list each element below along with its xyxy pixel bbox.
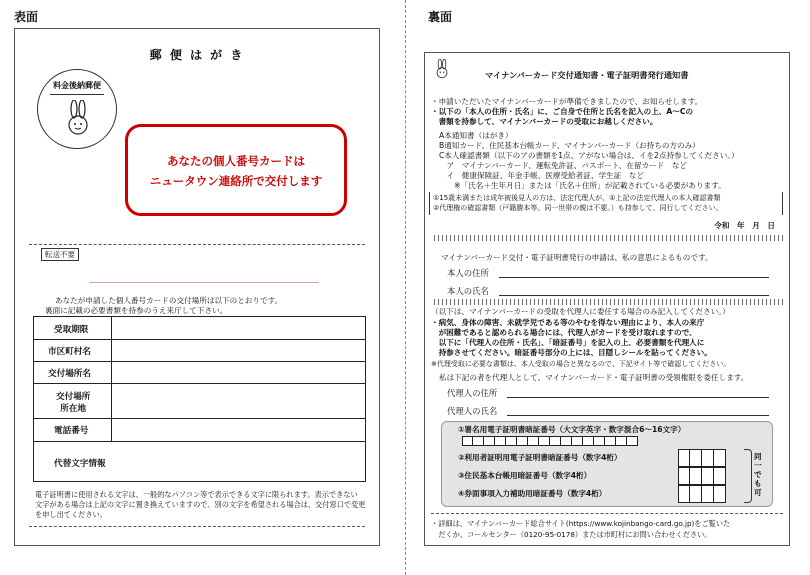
proxy-line-5: 持参させてください。暗証番号部分の上には、目隠しシールを貼ってください。 [431,348,712,357]
notice-line-1: あなたの個人番号カードは [167,154,305,168]
address-dash-divider [29,244,365,245]
front-side-label: 表面 [14,10,39,24]
pickup-info-table [33,316,366,482]
same-bracket [744,449,752,503]
back-line-3: 書類を持参して、マイナンバーカードの受取にお越しください。 [431,117,658,126]
back-line-2: ・以下の「本人の住所・氏名」に、ご自身で住所と氏名を記入の上、A～Cの [431,107,694,116]
same-ok-note: 同一でも可 [754,452,762,497]
doc-c-i: イ 健康保険証、年金手帳、医療受給者証、学生証 など [439,171,645,180]
intro-text-1: あなたが申請した個人番号カードの交付場所は以下のとおりです。 [55,296,283,305]
pin-panel [441,421,773,507]
row-label-municipality: 市区町村名 [48,347,91,357]
pin-2-boxes[interactable] [678,449,726,467]
consent-statement: マイナンバーカード交付・電子証明書発行の申請は、私の意思によるものです。 [441,253,713,262]
proxy-address-input[interactable] [507,397,769,398]
self-address-label: 本人の住所 [447,268,489,278]
bottom-dash-divider [431,513,783,514]
self-name-input[interactable] [499,295,769,296]
proxy-note: ※代理受取に必要な書類は、本人受取の場合と異なるので、下記サイト等で確認してください。 [431,360,731,368]
pin-4-label: ④券面事項入力補助用暗証番号（数字4桁） [458,489,607,498]
row-label-location-name: 交付場所名 [48,369,91,379]
postage-seal [37,69,117,149]
no-forward-stamp: 転送不要 [41,248,79,261]
footnote-3: を申し出てください。 [35,510,107,519]
postcard-back [424,52,790,546]
proxy-name-input[interactable] [507,415,769,416]
row-label-deadline: 受取期限 [54,325,89,335]
intro-text-2: 裏面に記載の必要書類を持参のうえ来庁して下さい。 [45,306,228,315]
pin-3-boxes[interactable] [678,467,726,485]
minor-note-2: ②代理権の確認書類（戸籍謄本等。同一世帯の親は不要。）も持参して、同行してください。 [433,204,723,212]
row-label-alt-chars: 代替文字情報 [54,459,106,469]
back-title: マイナンバーカード交付通知書・電子証明書発行通知書 [485,70,689,80]
wavy-divider [431,235,783,241]
minor-note-1: ①15歳未満または成年被後見人の方は、法定代理人が、①上記の法定代理人の本人確認書類 [433,194,721,202]
doc-a: A本通知書（はがき） [439,131,513,140]
row-label-phone: 電話番号 [54,426,89,436]
self-name-label: 本人の氏名 [447,286,489,296]
footnote-2: 文字がある場合は上記の文字に置き換えていますので、別の文字を希望される場合は、交付窓口で変更 [35,500,366,509]
postage-seal-text: 料金後納郵便 [53,81,101,90]
proxy-name-label: 代理人の氏名 [447,406,498,416]
proxy-line-2: ・病気、身体の障害、未就学児である等のやむを得ない理由により、本人の来庁 [431,318,705,327]
footer-info-1: ・詳細は、マイナンバーカード総合サイト(https://www.kojinbango-card.go.jp)をご覧いた [431,519,731,528]
proxy-line-1: （以下は、マイナンバーカードの受取を代理人に委任する場合のみ記入してください。） [431,307,730,316]
table-row-divider [34,418,365,419]
proxy-address-label: 代理人の住所 [447,388,498,398]
proxy-line-3: が困難であると認められる場合には、代理人がカードを受け取れますので、 [431,328,697,337]
pin-1-label: ①署名用電子証明書暗証番号（大文字英字・数字混合6～16文字） [458,425,686,434]
footer-info-2: だくか、コールセンター（0120-95-0178）または市町村にお問い合わせください。 [431,530,712,539]
seal-divider [50,94,104,95]
pin-4-boxes[interactable] [678,485,726,503]
pin-3-label: ③住民基本台帳用暗証番号（数字4桁） [458,471,592,480]
doc-note: ※「氏名＋生年月日」または「氏名＋住所」が記載されている必要があります。 [439,181,726,190]
postcard-front [14,28,380,546]
pin-1-boxes[interactable] [462,436,638,446]
bottom-dash-divider [29,526,365,527]
notice-line-2: ニュータウン連絡所で交付します [149,174,323,188]
doc-c-a: ア マイナンバーカード、運転免許証、パスポート、在留カード など [439,161,688,170]
doc-b: B通知カード、住民基本台帳カード、マイナンバーカード（お持ちの方のみ） [439,141,700,150]
table-row-divider [34,361,365,362]
address-line [89,282,319,283]
date-field: 令和 年 月 日 [714,221,775,230]
rabbit-mascot-icon [65,100,91,140]
rabbit-mascot-icon [433,59,451,81]
page-divider [405,0,406,575]
proxy-line-4: 以下に「代理人の住所・氏名」、「暗証番号」を記入の上、必要書類を代理人に [431,338,705,347]
minor-note-bracket [429,192,783,215]
doc-c: C本人確認書類（以下のアの書類を1点、アがない場合は、イを2点持参してください。） [439,151,739,160]
delegation-statement: 私は下記の者を代理人として、マイナンバーカード・電子証明書の受領権限を委任します。 [439,373,749,382]
table-col-divider [111,317,112,441]
pickup-notice-box [125,124,347,216]
footnote-1: 電子証明書に使用される文字は、一般的なパソコン等で表示できる文字に限られます。表示できない [35,490,358,499]
postcard-title: 郵 便 は が き [149,48,245,62]
back-line-1: ・申請いただいたマイナンバーカードが準備できましたので、お知らせします。 [431,97,703,106]
table-row-divider [34,339,365,340]
wavy-divider [431,299,783,305]
back-side-label: 裏面 [428,10,453,24]
pin-2-label: ②利用者証明用電子証明書暗証番号（数字4桁） [458,453,622,462]
table-row-divider [34,383,365,384]
self-address-input[interactable] [499,277,769,278]
table-row-divider [34,441,365,442]
row-label-address: 交付場所 所在地 [56,392,91,414]
